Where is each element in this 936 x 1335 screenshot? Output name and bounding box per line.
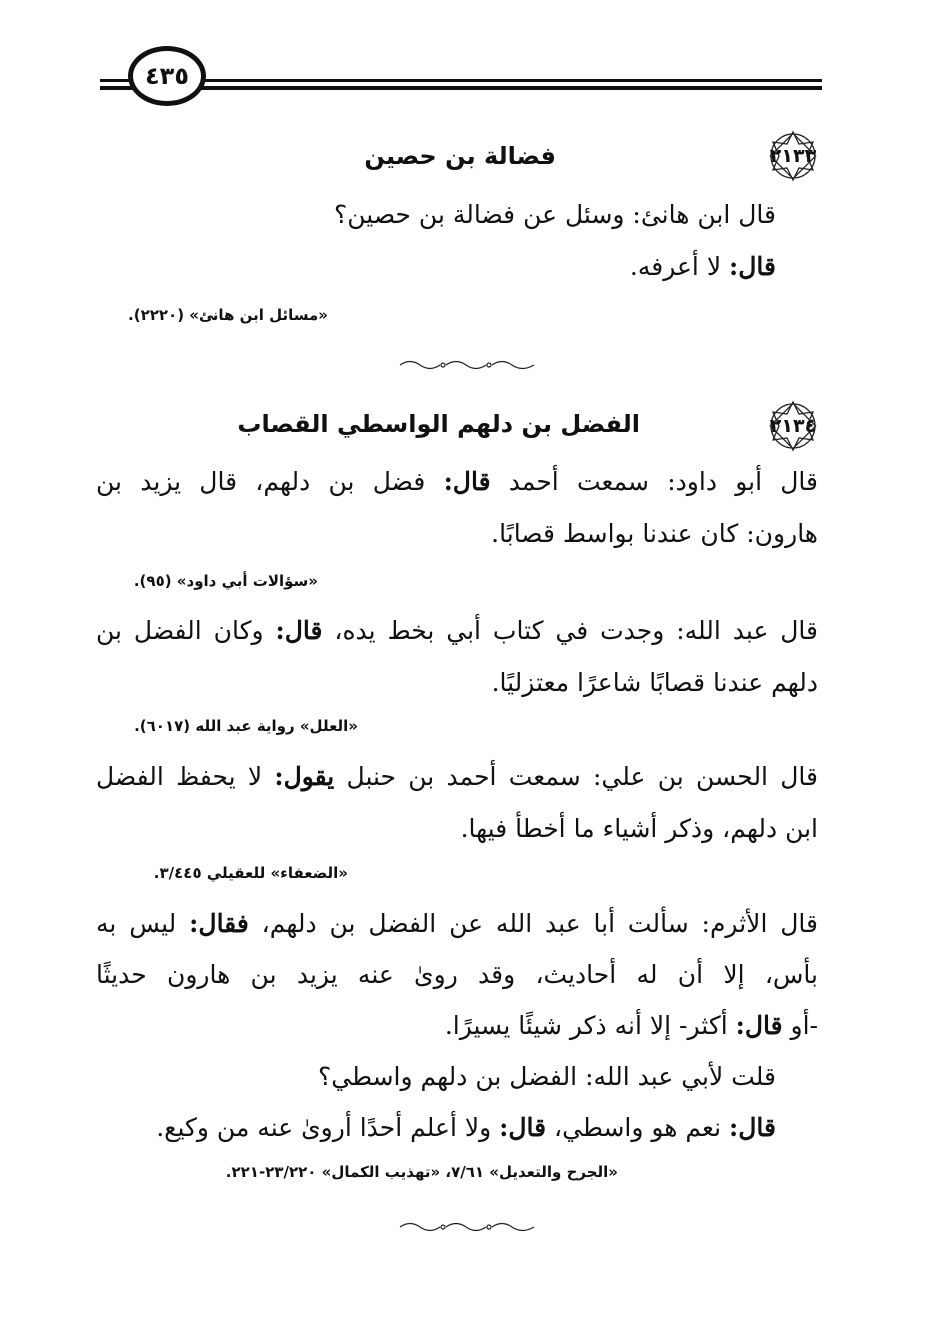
bold-keyword: قال: — [443, 467, 491, 496]
text-run: أكثر- إلا أنه ذكر شيئًا يسيرًا. — [444, 1011, 736, 1040]
bold-keyword: قال: — [729, 252, 776, 281]
page-number: ٤٣٥ — [128, 46, 206, 106]
entry-number-emblem — [763, 126, 823, 186]
text-run: قال الأثرم: سألت أبا عبد الله عن الفضل بن دلهم، — [248, 909, 819, 938]
text-run: قال الحسن بن علي: سمعت أحمد بن حنبل — [334, 762, 818, 791]
text-run: نعم هو واسطي، — [546, 1113, 730, 1142]
header-rule — [100, 76, 822, 96]
bold-keyword: قال: — [729, 1113, 776, 1142]
text-line — [96, 616, 818, 645]
source-citation: «الجرح والتعديل» ٧/٦١، «تهذيب الكمال» ٢٣/٢٢٠-٢٢١. — [225, 1163, 618, 1181]
text-run: دلهم عندنا قصابًا شاعرًا معتزليًا. — [491, 668, 818, 697]
text-line — [492, 668, 818, 697]
text-run: -أو — [782, 1011, 818, 1040]
text-run: هارون: كان عندنا بواسط قصابًا. — [491, 519, 818, 548]
text-run: لا يحفظ الفضل — [96, 762, 275, 791]
text-line — [96, 960, 818, 989]
source-citation: «مسائل ابن هانئ» (٢٢٢٠). — [128, 306, 328, 324]
source-citation: «سؤالات أبي داود» (٩٥). — [133, 572, 318, 590]
entry-title: الفضل بن دلهم الواسطي القصاب — [237, 410, 640, 438]
text-line — [445, 1011, 818, 1040]
source-citation: «العلل» رواية عبد الله (٦٠١٧). — [134, 717, 358, 735]
text-run: لا أعرفه. — [629, 252, 730, 281]
entry-number: ٢١٣٤ — [769, 415, 817, 437]
text-run: قال ابن هانئ: وسئل عن فضالة بن حصين؟ — [334, 200, 776, 229]
bold-keyword: قال: — [735, 1011, 783, 1040]
ornamental-separator — [398, 357, 538, 371]
text-run: ولا أعلم أحدًا أروىٰ عنه من وكيع. — [156, 1113, 500, 1142]
bold-keyword: قال: — [275, 616, 323, 645]
text-run: ابن دلهم، وذكر أشياء ما أخطأ فيها. — [460, 814, 818, 843]
text-line — [96, 762, 818, 791]
ornamental-separator — [398, 1219, 538, 1233]
bold-keyword: قال: — [499, 1113, 547, 1142]
text-run: قال أبو داود: سمعت أحمد — [490, 467, 818, 496]
source-citation: «الضعفاء» للعقيلي ٣/٤٤٥. — [153, 864, 348, 882]
text-line — [491, 519, 818, 548]
text-run: ليس به — [96, 909, 190, 938]
text-run: قال عبد الله: وجدت في كتاب أبي بخط يده، — [322, 616, 819, 645]
bold-keyword: فقال: — [189, 909, 249, 938]
bold-keyword: يقول: — [274, 762, 335, 791]
text-line — [96, 467, 818, 496]
text-line — [96, 909, 818, 938]
text-run: فضل بن دلهم، قال يزيد بن — [96, 467, 444, 496]
entry-number-emblem — [763, 396, 823, 456]
entry-number: ٢١٣٣ — [769, 145, 817, 167]
text-line — [630, 252, 776, 281]
text-run: قلت لأبي عبد الله: الفضل بن دلهم واسطي؟ — [317, 1062, 776, 1091]
text-run: وكان الفضل بن — [96, 616, 276, 645]
text-line — [318, 1062, 776, 1091]
text-line — [334, 200, 776, 229]
entry-title: فضالة بن حصين — [364, 142, 556, 170]
text-line — [156, 1113, 776, 1142]
text-line — [461, 814, 818, 843]
text-run: بأس، إلا أن له أحاديث، وقد روىٰ عنه يزيد بن هارون حديثًا — [96, 960, 818, 989]
